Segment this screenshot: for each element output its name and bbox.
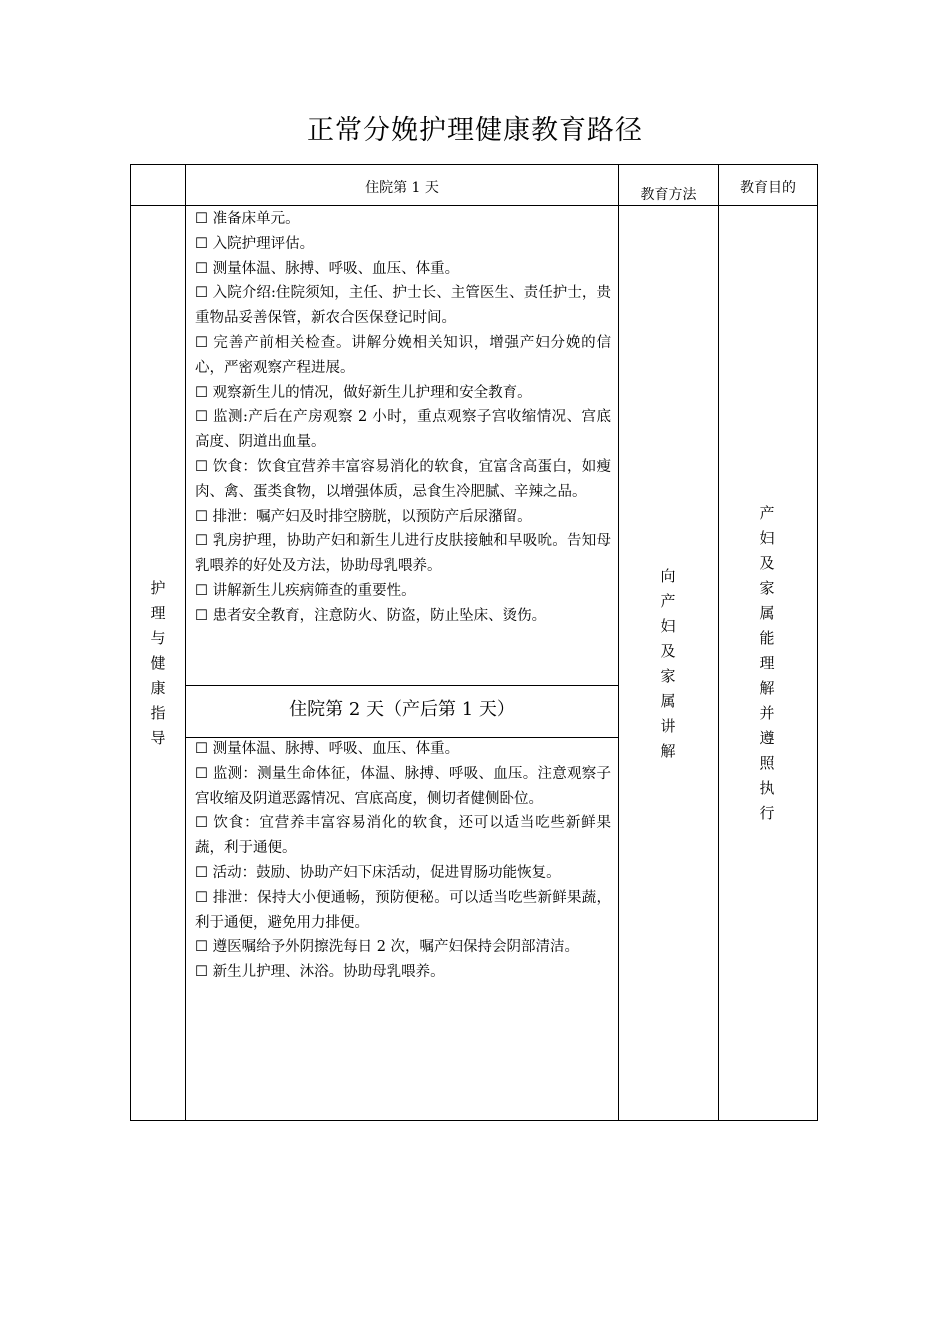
day1-item: [195, 405, 611, 455]
day1-item-list: [195, 207, 611, 629]
day2-item-text: 排泄：保持大小便通畅，预防便秘。可以适当吃些新鲜果蔬，利于通便，避免用力排便。: [195, 889, 611, 931]
day2-item: [195, 737, 611, 762]
day1-item-text: 完善产前相关检查。讲解分娩相关知识，增强产妇分娩的信心，严密观察产程进展。: [195, 334, 611, 376]
day2-item: [195, 960, 611, 985]
checkbox-icon: ☐: [195, 508, 208, 525]
day1-item: [195, 281, 611, 331]
checkbox-icon: ☐: [195, 235, 208, 252]
checkbox-icon: ☐: [195, 260, 208, 277]
checkbox-icon: ☐: [195, 582, 208, 599]
day2-item-text: 新生儿护理、沐浴。协助母乳喂养。: [208, 964, 445, 981]
day2-item-text: 监测：测量生命体征，体温、脉搏、呼吸、血压。注意观察子宫收缩及阴道恶露情况、宫底高度，侧切者健侧卧位。: [195, 765, 611, 807]
day1-item-text: 入院介绍:住院须知，主任、护士长、主管医生、责任护士，贵重物品妥善保管，新农合医保登记时间。: [195, 285, 611, 327]
checkbox-icon: ☐: [195, 285, 208, 302]
day1-item-text: 乳房护理，协助产妇和新生儿进行皮肤接触和早吸吮。告知母乳喂养的好处及方法，协助母乳喂养。: [195, 533, 611, 575]
day2-item: [195, 886, 611, 936]
day1-item: [195, 455, 611, 505]
day1-item: [195, 257, 611, 282]
day1-item: [195, 232, 611, 257]
checkbox-icon: ☐: [195, 458, 208, 475]
checkbox-icon: ☐: [195, 964, 208, 981]
header-goal: 教育目的: [740, 180, 796, 196]
day1-item-text: 观察新生儿的情况，做好新生儿护理和安全教育。: [208, 384, 532, 401]
day2-item-text: 饮食：宜营养丰富容易消化的软食，还可以适当吃些新鲜果蔬，利于通便。: [195, 815, 611, 857]
checkbox-icon: ☐: [195, 741, 208, 757]
goal-text: 产 妇 及 家 属 能 理 解 并 遵 照 执 行: [759, 504, 775, 822]
day1-item-text: 测量体温、脉搏、呼吸、血压、体重。: [208, 260, 460, 277]
day1-item-text: 入院护理评估。: [208, 235, 315, 252]
checkbox-icon: ☐: [195, 815, 208, 832]
checkbox-icon: ☐: [195, 334, 208, 351]
day2-item: [195, 762, 611, 812]
checkbox-icon: ☐: [195, 607, 208, 624]
method-text: 向 产 妇 及 家 属 讲 解: [660, 567, 676, 760]
checkbox-icon: ☐: [195, 533, 208, 550]
checkbox-icon: ☐: [195, 765, 208, 782]
header-day1: 住院第 1 天: [365, 180, 439, 196]
checkbox-icon: ☐: [195, 939, 208, 956]
day2-item-text: 活动：鼓励、协助产妇下床活动，促进胃肠功能恢复。: [208, 864, 561, 881]
day1-item-text: 讲解新生儿疾病筛查的重要性。: [208, 582, 416, 599]
day1-item-text: 排泄：嘱产妇及时排空膀胱，以预防产后尿潴留。: [208, 508, 532, 525]
day1-item: [195, 529, 611, 579]
day1-item: [195, 331, 611, 381]
day2-header: 住院第 2 天（产后第 1 天）: [289, 699, 515, 720]
day1-item: [195, 505, 611, 530]
checkbox-icon: ☐: [195, 409, 208, 426]
day2-item-list: [195, 737, 611, 985]
header-method: 教育方法: [640, 187, 697, 203]
row-label: 护 理 与 健 康 指 导: [150, 579, 166, 747]
day2-item: [195, 811, 611, 861]
checkbox-icon: ☐: [195, 211, 208, 227]
day2-item-text: 测量体温、脉搏、呼吸、血压、体重。: [208, 741, 460, 757]
checkbox-icon: ☐: [195, 889, 208, 906]
day1-item: [195, 207, 611, 232]
day1-item: [195, 579, 611, 604]
day2-item: [195, 935, 611, 960]
day1-item: [195, 604, 611, 629]
day1-item-text: 饮食：饮食宜营养丰富容易消化的软食，宜富含高蛋白，如瘦肉、禽、蛋类食物，以增强体质，忌食生冷肥腻、辛辣之品。: [195, 458, 611, 500]
day1-item-text: 监测:产后在产房观察 2 小时，重点观察子宫收缩情况、宫底高度、阴道出血量。: [195, 409, 611, 451]
day1-item: [195, 381, 611, 406]
page-title: 正常分娩护理健康教育路径: [307, 115, 643, 146]
day2-item-text: 遵医嘱给予外阴擦洗每日 2 次，嘱产妇保持会阴部清洁。: [208, 939, 580, 956]
checkbox-icon: ☐: [195, 864, 208, 881]
day1-item-text: 准备床单元。: [208, 211, 300, 227]
day1-item-text: 患者安全教育，注意防火、防盗，防止坠床、烫伤。: [208, 607, 547, 624]
checkbox-icon: ☐: [195, 384, 208, 401]
day2-item: [195, 861, 611, 886]
